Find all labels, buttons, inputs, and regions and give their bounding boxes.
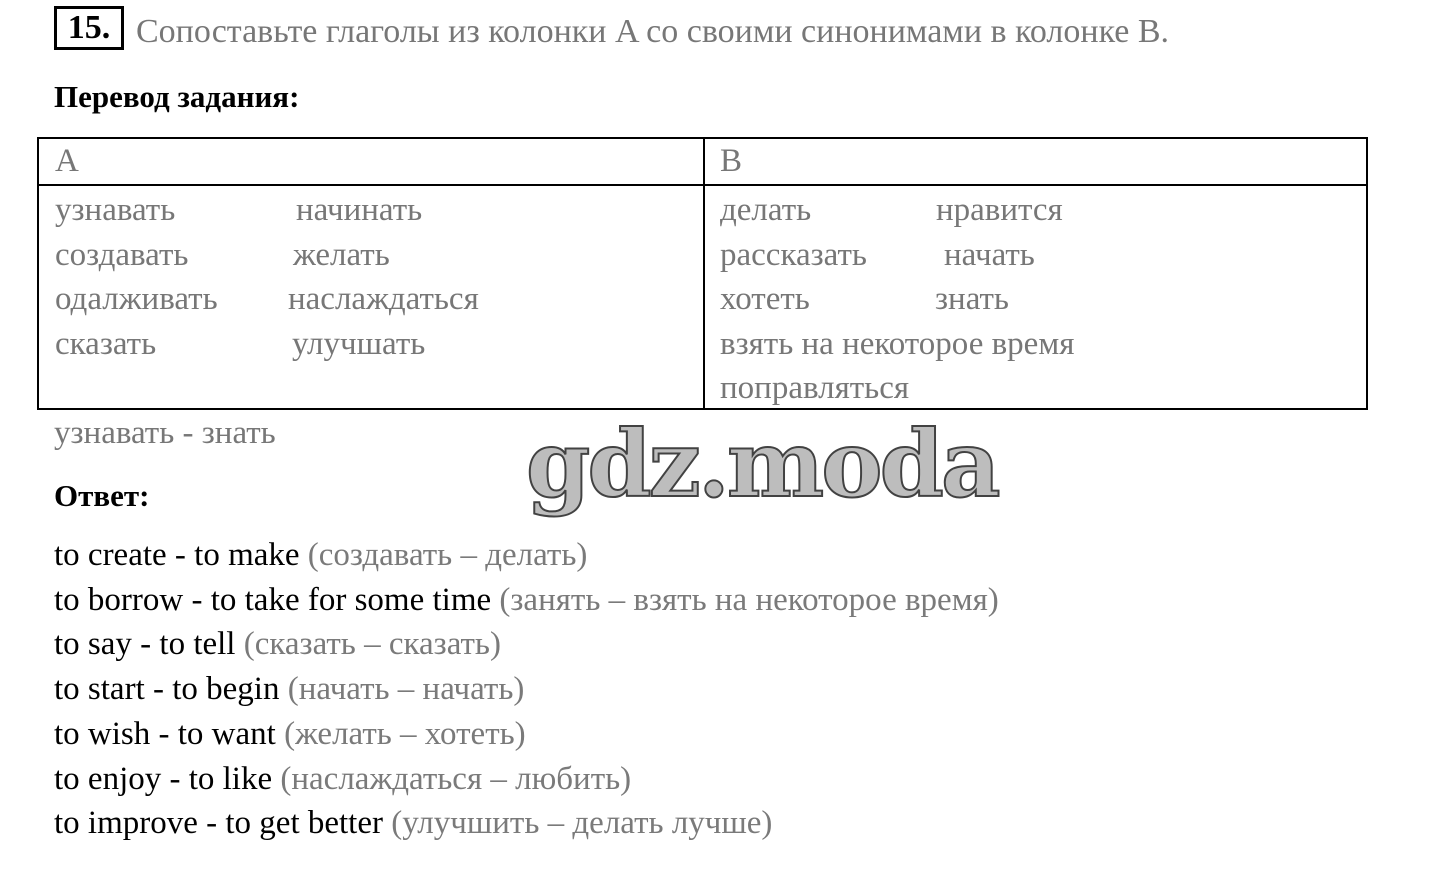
answer-label: Ответ: — [54, 478, 150, 513]
answer-russian: (улучшить – делать лучше) — [391, 805, 773, 841]
col-b-word: начать — [944, 237, 1035, 273]
col-a-word: сказать — [55, 326, 157, 362]
col-b-word: поправляться — [720, 370, 910, 406]
col-b-word: знать — [935, 281, 1009, 317]
task-number: 15. — [54, 6, 124, 50]
watermark-logo: gdz.moda — [526, 410, 998, 518]
col-b-word: взять на некоторое время — [720, 326, 1075, 362]
col-a-word: одалживать — [55, 281, 218, 317]
answer-english: to wish - to want — [54, 716, 276, 752]
answer-english: to create - to make — [54, 537, 300, 573]
answer-english: to borrow - to take for some time — [54, 582, 492, 618]
col-b-word: рассказать — [720, 237, 867, 273]
answer-russian: (сказать – сказать) — [243, 626, 501, 662]
answer-russian: (создавать – делать) — [307, 537, 588, 573]
col-b-word: нравится — [936, 192, 1063, 228]
table-column-divider — [703, 139, 705, 408]
col-a-word: создавать — [55, 237, 189, 273]
col-a-word: начинать — [296, 192, 423, 228]
answer-line — [54, 626, 501, 663]
col-a-word: улучшать — [292, 326, 426, 362]
column-a-header: A — [55, 143, 79, 179]
answer-line — [54, 716, 526, 753]
answer-english: to improve - to get better — [54, 805, 383, 841]
translation-label: Перевод задания: — [54, 79, 300, 114]
task-instruction: Сопоставьте глаголы из колонки A со своими синонимами в колонке B. — [136, 13, 1170, 50]
col-a-word: узнавать — [55, 192, 176, 228]
answer-english: to enjoy - to like — [54, 761, 273, 797]
answer-line — [54, 537, 587, 574]
answer-russian: (занять – взять на некоторое время) — [499, 582, 999, 618]
answer-russian: (начать – начать) — [287, 671, 525, 707]
answer-english: to start - to begin — [54, 671, 280, 707]
col-b-word: хотеть — [720, 281, 810, 317]
column-b-header: B — [720, 143, 743, 179]
answer-line — [54, 582, 999, 619]
example-answer-line: узнавать - знать — [54, 415, 276, 451]
answer-russian: (желать – хотеть) — [284, 716, 526, 752]
col-a-word: желать — [293, 237, 390, 273]
answer-line — [54, 761, 631, 798]
col-b-word: делать — [720, 192, 812, 228]
answer-english: to say - to tell — [54, 626, 236, 662]
answer-line — [54, 671, 524, 708]
synonyms-table — [37, 137, 1368, 410]
col-a-word: наслаждаться — [288, 281, 479, 317]
answer-russian: (наслаждаться – любить) — [280, 761, 632, 797]
answer-line — [54, 805, 772, 842]
